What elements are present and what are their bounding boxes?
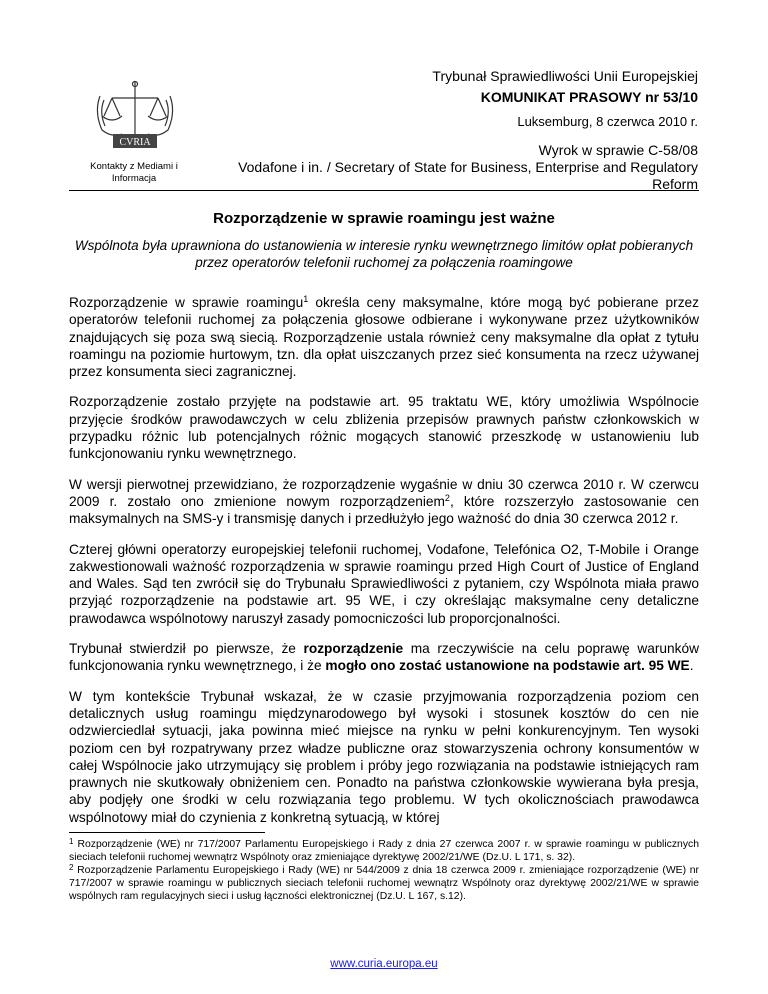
footnote: $^2$ Rozporządzenie Parlamentu Europejskiego i Rady (WE) nr 544/2009 z dnia 18 czerwca 2009 r. zmieniające rozporządzenie (WE) nr 717/2007 w sprawie roamingu w publicznych sieciach telefonii ruchomej wewnątrz Wspólnoty oraz dyrektywę 2002/21/WE w sprawie wspólnych ram regulacyjnych sieci i usług łączności elektronicznej (Dz.U. L 167, s.12). [69,863,699,902]
footnote-divider [69,832,265,833]
page-title: Rozporządzenie w sprawie roamingu jest ważne [213,210,555,227]
paragraph: Czterej główni operatorzy europejskiej telefonii ruchomej, Vodafone, Telefónica O2, T-Mobile i Orange zakwestionowali ważność rozporządzenia w sprawie roamingu przed High Court of Justice of England and Wales. Sąd ten zwrócił się do Trybunału Sprawiedliwości z pytaniem, czy Wspólnota miała prawo przyjąć rozporządzenie na podstawie art. 95 WE, i czy określając maksymalne ceny detaliczne prawodawca wspólnotowy naruszył zasady pomocniczości lub proporcjonalności. [69,541,699,626]
judgment-parties: Vodafone i in. / Secretary of State for Business, Enterprise and Regulatory [238,159,698,175]
footnote: $^1$ Rozporządzenie (WE) nr 717/2007 Parlamentu Europejskiego i Rady z dnia 27 czerwca 2007 r. w sprawie roamingu w publicznych sieciach telefonii ruchomej wewnątrz Wspólnoty oraz zmieniające dyrektywę 2002/21/WE (Dz.U. L 171, s. 32). [69,837,699,863]
paragraph: Rozporządzenie zostało przyjęte na podstawie art. 95 traktatu WE, który umożliwia Wspólnocie przyjęcie środków prawodawczych w celu zbliżenia przepisów prawnych państw członkowskich w przypadku różnic lub potencjalnych różnic mogących stanowić przeszkodę w ustanowieniu lub funkcjonowaniu rynku wewnętrznego. [69,394,699,462]
institution-name: Trybunał Sprawiedliwości Unii Europejskiej [432,68,698,84]
footer-link[interactable]: www.curia.europa.eu [330,958,438,970]
paragraph: W tym kontekście Trybunał wskazał, że w czasie przyjmowania rozporządzenia poziom cen detalicznych usług roamingu międzynarodowego był wysoki i stosunek kosztów do cen nie odzwierciedlał sytuacji, jaka powinna mieć miejsce na rynku w pełni konkurencyjnym. Ten wysoki poziom cen był rozpatrywany przez władze publiczne oraz stowarzyszenia ochrony konsumentów w całej Wspólnocie jako utrzymujący się problem i próby jego rozwiązania na podstawie istniejących ram prawnych nie skutkowały obniżeniem cen. Ponadto na państwa członkowskie wywierana była presja, aby podjęły one środki w celu rozwiązania tego problemu. W tych okolicznościach prawodawca wspólnotowy miał do czynienia z konkretną sytuacją, w której [69,688,699,825]
paragraph: W wersji pierwotnej przewidziano, że rozporządzenie wygaśnie w dniu 30 czerwca 2010 r. W czerwcu 2009 r. zostało ono zmienione nowym rozporządzeniem$^2$, które rozszerzyło zastosowanie cen maksymalnych na SMS-y i transmisję danych i przedłużyło jego ważność do dnia 30 czerwca 2012 r. [69,476,699,527]
paragraph: Trybunał stwierdził po pierwsze, że rozporządzenie ma rzeczywiście na celu poprawę warunków funkcjonowania rynku wewnętrznego, i że mogło ono zostać ustanowione na podstawie art. 95 WE. [69,641,699,674]
judgment-case: Wyrok w sprawie C-58/08 [538,142,698,158]
footnote-ref[interactable]: 1 [303,294,309,304]
media-contact: Kontakty z Mediami i Informacja [90,161,178,184]
subtitle: Wspólnota była uprawniona do ustanowienia w interesie rynku wewnętrznego limitów opłat pobieranych przez operatorów telefonii ruchomej za połączenia roamingowe [74,238,694,270]
judgment-parties-cont: Reform [652,176,698,192]
footnote-ref[interactable]: 2 [444,492,450,503]
body-text [69,294,699,839]
header-divider [69,190,699,191]
footnotes [69,838,699,903]
place-date: Luksemburg, 8 czerwca 2010 r. [517,114,698,129]
logo-text: CVRIA [119,137,151,148]
press-release-number: KOMUNIKAT PRASOWY nr 53/10 [480,89,698,105]
curia-logo [92,78,178,158]
paragraph: Rozporządzenie w sprawie roamingu$^1$ określa ceny maksymalne, które mogą być pobierane przez operatorów telefonii ruchomej za połączenia głosowe odbierane i wykonywane przez użytkowników znajdujących się poza swą siecią. Rozporządzenie ustala również ceny maksymalne dla opłat z tytułu roamingu na poziomie hurtowym, tzn. dla opłat uiszczanych przez sieć konsumenta na rzecz używanej przez konsumenta sieci zagranicznej. [69,294,699,380]
